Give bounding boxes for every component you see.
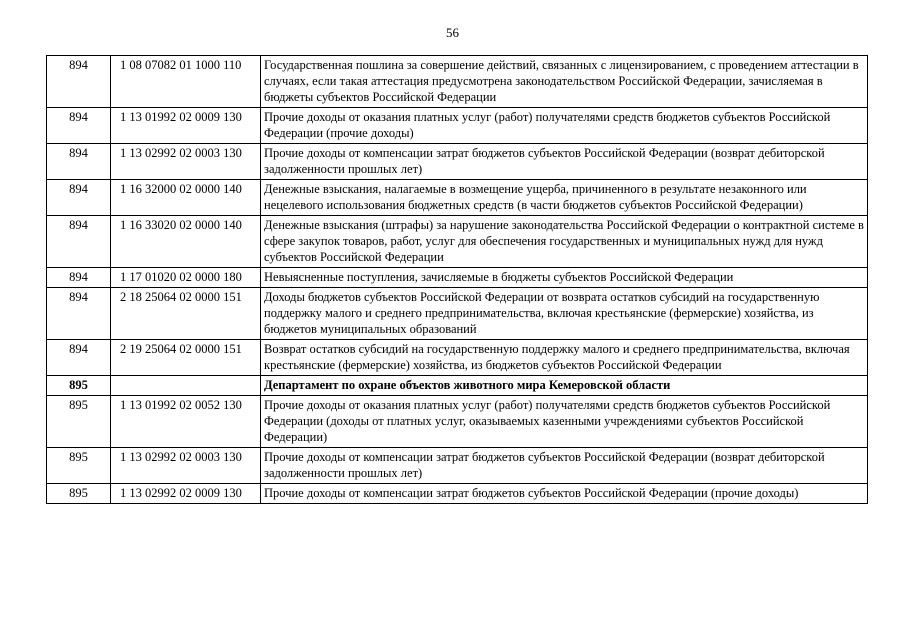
page-number: 56 xyxy=(446,25,459,40)
revenue-name-cell: Департамент по охране объектов животного мира Кемеровской области xyxy=(261,376,868,396)
revenue-code-cell: 1 13 01992 02 0009 130 xyxy=(111,108,261,144)
revenue-name-cell: Прочие доходы от оказания платных услуг (работ) получателями средств бюджетов субъектов Российской Федерации (доходы от платных услуг, оказываемых казенными учреждениями субъектов Российской Федерации) xyxy=(261,396,868,448)
revenue-code-cell: 1 13 02992 02 0003 130 xyxy=(111,448,261,484)
revenue-name-cell: Денежные взыскания (штрафы) за нарушение законодательства Российской Федерации о контрактной системе в сфере закупок товаров, работ, услуг для обеспечения государственных и муниципальных нужд для нужд субъектов Российской Федерации xyxy=(261,216,868,268)
revenue-name-cell: Невыясненные поступления, зачисляемые в бюджеты субъектов Российской Федерации xyxy=(261,268,868,288)
revenue-name-cell: Прочие доходы от оказания платных услуг (работ) получателями средств бюджетов субъектов Российской Федерации (прочие доходы) xyxy=(261,108,868,144)
revenue-name-cell: Прочие доходы от компенсации затрат бюджетов субъектов Российской Федерации (прочие доходы) xyxy=(261,484,868,504)
revenue-code-cell: 1 13 02992 02 0003 130 xyxy=(111,144,261,180)
revenue-code-cell: 1 08 07082 01 1000 110 xyxy=(111,56,261,108)
revenue-name-cell: Возврат остатков субсидий на государственную поддержку малого и среднего предпринимательства, включая крестьянские (фермерские) хозяйства, из бюджетов субъектов Российской Федерации xyxy=(261,340,868,376)
admin-code-cell: 895 xyxy=(47,484,111,504)
table-row xyxy=(47,108,868,144)
table-body xyxy=(47,56,868,504)
admin-code-cell: 894 xyxy=(47,268,111,288)
table-row xyxy=(47,448,868,484)
table-row xyxy=(47,216,868,268)
admin-code-cell: 894 xyxy=(47,288,111,340)
admin-code-cell: 895 xyxy=(47,376,111,396)
revenue-codes-table xyxy=(46,55,868,504)
revenue-code-cell: 1 13 02992 02 0009 130 xyxy=(111,484,261,504)
table-row xyxy=(47,396,868,448)
admin-code-cell: 895 xyxy=(47,396,111,448)
admin-code-cell: 894 xyxy=(47,180,111,216)
table-row xyxy=(47,56,868,108)
table-row-section-header xyxy=(47,376,868,396)
table-row xyxy=(47,484,868,504)
admin-code-cell: 895 xyxy=(47,448,111,484)
revenue-code-cell: 1 16 32000 02 0000 140 xyxy=(111,180,261,216)
revenue-code-cell: 1 16 33020 02 0000 140 xyxy=(111,216,261,268)
table-row xyxy=(47,144,868,180)
admin-code-cell: 894 xyxy=(47,108,111,144)
table-row xyxy=(47,180,868,216)
revenue-name-cell: Прочие доходы от компенсации затрат бюджетов субъектов Российской Федерации (возврат дебиторской задолженности прошлых лет) xyxy=(261,448,868,484)
revenue-name-cell: Доходы бюджетов субъектов Российской Федерации от возврата остатков субсидий на государственную поддержку малого и среднего предпринимательства, включая крестьянские (фермерские) хозяйства, из бюджетов муниципальных образований xyxy=(261,288,868,340)
admin-code-cell: 894 xyxy=(47,56,111,108)
table-row xyxy=(47,288,868,340)
revenue-name-cell: Прочие доходы от компенсации затрат бюджетов субъектов Российской Федерации (возврат дебиторской задолженности прошлых лет) xyxy=(261,144,868,180)
table-row xyxy=(47,268,868,288)
revenue-name-cell: Государственная пошлина за совершение действий, связанных с лицензированием, с проведением аттестации в случаях, если такая аттестация предусмотрена законодательством Российской Федерации, зачисляемая в бюджеты субъектов Российской Федерации xyxy=(261,56,868,108)
admin-code-cell: 894 xyxy=(47,216,111,268)
revenue-code-cell: 1 17 01020 02 0000 180 xyxy=(111,268,261,288)
revenue-code-cell: 1 13 01992 02 0052 130 xyxy=(111,396,261,448)
revenue-name-cell: Денежные взыскания, налагаемые в возмещение ущерба, причиненного в результате незаконного или нецелевого использования бюджетных средств (в части бюджетов субъектов Российской Федерации) xyxy=(261,180,868,216)
revenue-code-cell xyxy=(111,376,261,396)
revenue-code-cell: 2 19 25064 02 0000 151 xyxy=(111,340,261,376)
admin-code-cell: 894 xyxy=(47,144,111,180)
admin-code-cell: 894 xyxy=(47,340,111,376)
table-row xyxy=(47,340,868,376)
revenue-code-cell: 2 18 25064 02 0000 151 xyxy=(111,288,261,340)
